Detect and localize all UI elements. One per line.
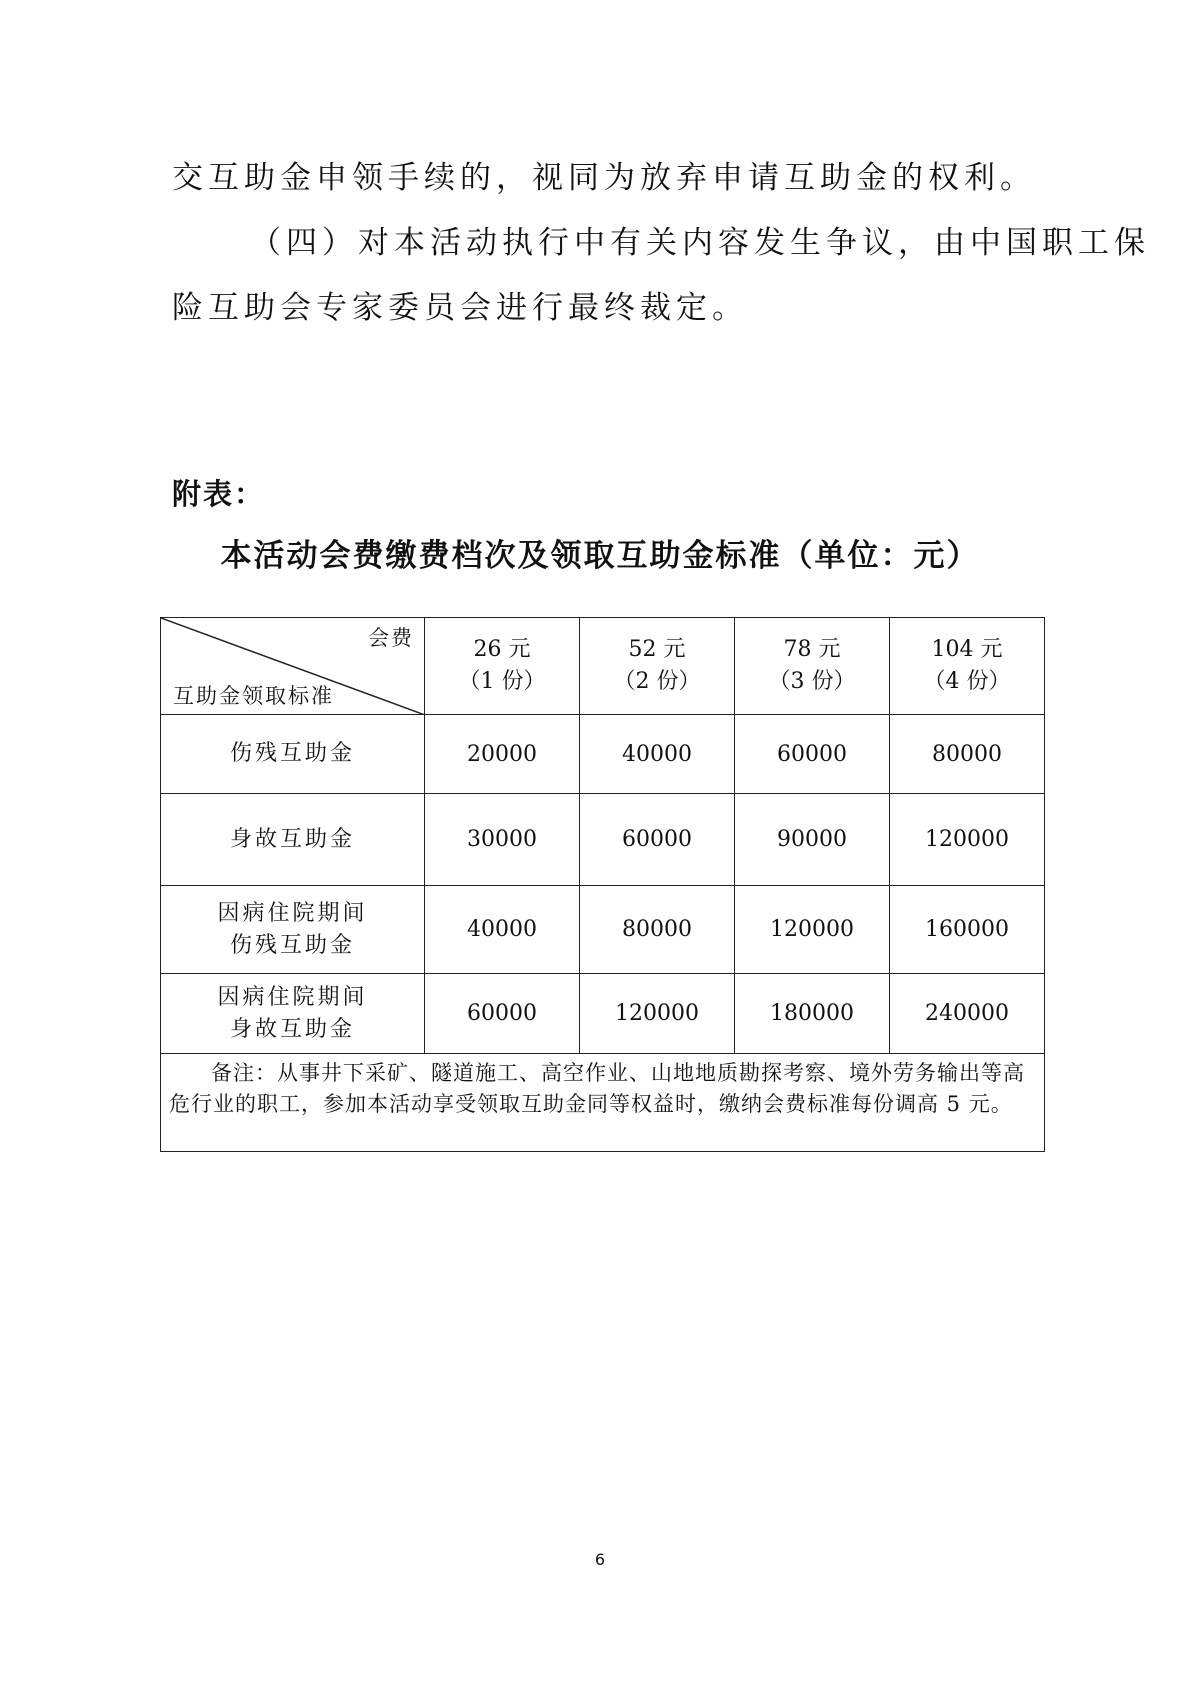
fee-table [160, 617, 1045, 1152]
table-cell: 240000 [890, 974, 1045, 1054]
table-note: 备注：从事井下采矿、隧道施工、高空作业、山地地质勘探考察、境外劳务输出等高危行业的职工，参加本活动享受领取互助金同等权益时，缴纳会费标准每份调高 5 元。 [161, 1054, 1045, 1152]
column-fee: 104 元 [931, 637, 1003, 662]
column-shares: （4 份） [923, 669, 1011, 694]
table-cell: 120000 [580, 974, 735, 1054]
table-title: 本活动会费缴费档次及领取互助金标准（单位：元） [220, 538, 980, 574]
column-shares: （3 份） [768, 669, 856, 694]
row-label: 伤残互助金 [161, 715, 425, 794]
table-cell: 40000 [580, 715, 735, 794]
table-corner-cell [161, 618, 425, 715]
table-cell: 120000 [735, 886, 890, 974]
table-cell: 180000 [735, 974, 890, 1054]
table-cell: 60000 [425, 974, 580, 1054]
body-paragraph-1: 交互助金申领手续的，视同为放弃申请互助金的权利。 [172, 160, 1036, 196]
row-label: 因病住院期间 伤残互助金 [161, 886, 425, 974]
table-cell: 30000 [425, 794, 580, 886]
table-row [161, 794, 1045, 886]
column-header [890, 618, 1045, 715]
table-note-row [161, 1054, 1045, 1152]
table-row [161, 715, 1045, 794]
corner-label-benefit: 互助金领取标准 [173, 684, 334, 708]
column-fee: 26 元 [473, 637, 531, 662]
table-cell: 90000 [735, 794, 890, 886]
corner-label-fee: 会费 [368, 626, 414, 650]
table-cell: 80000 [890, 715, 1045, 794]
body-paragraph-2: （四）对本活动执行中有关内容发生争议，由中国职工保 [250, 225, 1150, 261]
column-fee: 78 元 [783, 637, 841, 662]
table-cell: 60000 [735, 715, 890, 794]
table-cell: 20000 [425, 715, 580, 794]
table-cell: 40000 [425, 886, 580, 974]
table-cell: 160000 [890, 886, 1045, 974]
table-row [161, 886, 1045, 974]
table-cell: 80000 [580, 886, 735, 974]
row-label: 身故互助金 [161, 794, 425, 886]
table-cell: 120000 [890, 794, 1045, 886]
appendix-label: 附表： [172, 477, 266, 511]
page-number: 6 [594, 1550, 606, 1569]
column-shares: （2 份） [613, 669, 701, 694]
row-label: 因病住院期间 身故互助金 [161, 974, 425, 1054]
column-header [580, 618, 735, 715]
body-paragraph-3: 险互助会专家委员会进行最终裁定。 [172, 290, 748, 326]
column-shares: （1 份） [458, 669, 546, 694]
column-header [425, 618, 580, 715]
column-header [735, 618, 890, 715]
table-header-row [161, 618, 1045, 715]
column-fee: 52 元 [628, 637, 686, 662]
table-cell: 60000 [580, 794, 735, 886]
table-row [161, 974, 1045, 1054]
